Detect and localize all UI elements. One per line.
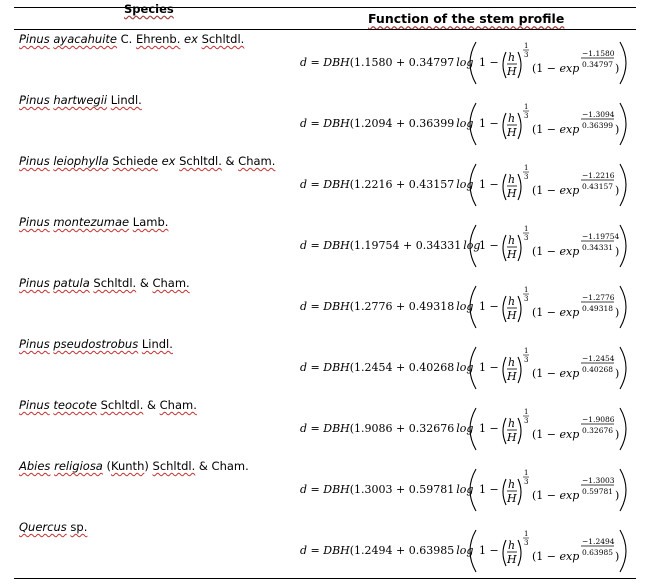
- power-den: 3: [524, 173, 529, 181]
- formula-H: H: [507, 187, 517, 200]
- formula-lhs: d = DBH: [300, 422, 350, 435]
- exp-numerator: −1.2454: [582, 354, 615, 363]
- table-bottom-rule: [14, 578, 636, 579]
- svg-text:d = DBH(1.2094 + 0.36399log: d = DBH(1.2094 + 0.36399 log: [300, 117, 474, 130]
- svg-text:): ): [615, 550, 620, 563]
- formula-h: h: [508, 234, 516, 247]
- stem-profile-formula: [298, 402, 628, 456]
- species-name-part: Cham.: [159, 398, 197, 412]
- formula-exp: exp: [559, 367, 580, 380]
- frac-left-paren: [503, 540, 506, 566]
- formula-coef-a: 1.2094: [354, 117, 393, 130]
- species-name-part: Quercus: [19, 520, 67, 534]
- power-num: 1: [524, 225, 529, 233]
- species-name-part: Lamb.: [132, 215, 169, 229]
- species-name-part: Pinus: [19, 93, 50, 107]
- formula-coef-a: 1.9086: [354, 422, 393, 435]
- frac-left-paren: [503, 418, 506, 444]
- exp-numerator: −1.19754: [582, 232, 620, 241]
- table-row: [0, 213, 651, 274]
- formula-coef-a: 1.2776: [354, 300, 393, 313]
- stem-profile-formula: [298, 97, 628, 151]
- frac-right-paren: [518, 540, 521, 566]
- frac-right-paren: [518, 113, 521, 139]
- power-den: 3: [524, 112, 529, 120]
- stem-profile-formula: [298, 463, 628, 517]
- formula-minus-2: −: [546, 306, 557, 319]
- formula-lhs: d = DBH: [300, 300, 350, 313]
- formula-minus-2: −: [546, 184, 557, 197]
- svg-text:(1 − exp: (1 − exp: [532, 123, 580, 136]
- svg-text:(1 − exp: (1 − exp: [532, 306, 580, 319]
- svg-text:1 −: [479, 56, 499, 69]
- formula-log: log: [456, 56, 474, 69]
- svg-text:(1 − exp: (1 − exp: [532, 184, 580, 197]
- svg-text:): ): [615, 184, 620, 197]
- formula-minus: −: [489, 56, 499, 69]
- power-den: 3: [524, 539, 529, 547]
- formula-exp: exp: [559, 306, 580, 319]
- exp-numerator: −1.9086: [582, 415, 615, 424]
- species-name-part: & Cham.: [195, 459, 249, 473]
- svg-text:): ): [615, 367, 620, 380]
- species-name-part: Pinus: [19, 32, 50, 46]
- frac-left-paren: [503, 357, 506, 383]
- frac-right-paren: [518, 357, 521, 383]
- formula-minus-2: −: [546, 123, 557, 136]
- formula-log: log: [456, 422, 474, 435]
- formula-H: H: [507, 126, 517, 139]
- svg-text:(1 − exp: (1 − exp: [532, 428, 580, 441]
- big-right-paren: [620, 469, 626, 511]
- exp-denominator: 0.36399: [582, 121, 614, 130]
- formula-exp: exp: [559, 123, 580, 136]
- formula-exp: exp: [559, 62, 580, 75]
- species-name-part: pseudostrobus: [53, 337, 139, 351]
- formula-one: 1: [479, 544, 486, 557]
- power-num: 1: [524, 286, 529, 294]
- formula-coef-b: 0.34797: [408, 56, 455, 69]
- species-name: [19, 520, 87, 534]
- species-name: [19, 215, 168, 229]
- svg-text:): ): [615, 489, 620, 502]
- formula-lhs: d = DBH: [300, 544, 350, 557]
- stem-profile-formula: [298, 36, 628, 90]
- species-name-part: Pinus: [19, 276, 50, 290]
- formula-minus: −: [489, 422, 499, 435]
- formula-coef-a: 1.3003: [354, 483, 393, 496]
- svg-text:d = DBH(1.2216 + 0.43157log: d = DBH(1.2216 + 0.43157 log: [300, 178, 474, 191]
- formula-minus: −: [489, 483, 499, 496]
- exp-denominator: 0.32676: [582, 426, 614, 435]
- species-name-part: Ehrenb.: [136, 32, 181, 46]
- formula-minus-2: −: [546, 489, 557, 502]
- exp-numerator: −1.2494: [582, 537, 615, 546]
- exp-denominator: 0.59781: [582, 487, 614, 496]
- formula-log: log: [456, 544, 474, 557]
- species-name-part: Pinus: [19, 215, 50, 229]
- species-column-header: Species: [124, 2, 174, 16]
- formula-one: 1: [479, 483, 486, 496]
- formula-coef-b: 0.40268: [408, 361, 455, 374]
- formula-minus: −: [489, 239, 499, 252]
- formula-log: log: [456, 483, 474, 496]
- big-right-paren: [620, 408, 626, 450]
- formula-minus: −: [489, 178, 499, 191]
- svg-text:1 −: [479, 544, 499, 557]
- svg-text:d = DBH(1.1580 + 0.34797log: d = DBH(1.1580 + 0.34797 log: [300, 56, 474, 69]
- species-name-part: Schltdl.: [201, 32, 245, 46]
- species-name-part: Cham.: [152, 276, 190, 290]
- svg-text:d = DBH(1.2494 + 0.63985log: d = DBH(1.2494 + 0.63985 log: [300, 544, 474, 557]
- formula-one: 1: [479, 300, 486, 313]
- formula-log: log: [456, 117, 474, 130]
- frac-right-paren: [518, 174, 521, 200]
- formula-coef-b: 0.34331: [415, 239, 462, 252]
- svg-text:1 −: [479, 239, 499, 252]
- power-num: 1: [524, 469, 529, 477]
- species-name: [19, 337, 173, 351]
- formula-coef-b: 0.59781: [408, 483, 455, 496]
- species-name: [19, 459, 249, 473]
- formula-one: 1: [479, 178, 486, 191]
- svg-text:1 −: [479, 178, 499, 191]
- species-name-part: Schltdl.: [179, 154, 222, 168]
- formula-coef-b: 0.32676: [408, 422, 455, 435]
- table-row: [0, 335, 651, 396]
- formula-exp: exp: [559, 184, 580, 197]
- formula-exp: exp: [559, 428, 580, 441]
- species-name: [19, 32, 244, 46]
- formula-h: h: [508, 51, 516, 64]
- svg-text:1 −: [479, 422, 499, 435]
- species-name-part: &: [221, 154, 239, 168]
- power-den: 3: [524, 478, 529, 486]
- frac-right-paren: [518, 52, 521, 78]
- power-num: 1: [524, 530, 529, 538]
- svg-text:): ): [615, 306, 620, 319]
- formula-minus: −: [489, 361, 499, 374]
- formula-h: h: [508, 112, 516, 125]
- formula-H: H: [507, 553, 517, 566]
- exp-denominator: 0.43157: [582, 182, 614, 191]
- formula-H: H: [507, 370, 517, 383]
- formula-lhs: d = DBH: [300, 56, 350, 69]
- table-row: [0, 457, 651, 518]
- formula-one: 1: [479, 117, 486, 130]
- formula-log: log: [456, 300, 474, 313]
- formula-coef-a: 1.2494: [354, 544, 393, 557]
- frac-right-paren: [518, 479, 521, 505]
- power-num: 1: [524, 408, 529, 416]
- formula-lhs: d = DBH: [300, 117, 350, 130]
- formula-h: h: [508, 295, 516, 308]
- frac-left-paren: [503, 113, 506, 139]
- power-den: 3: [524, 295, 529, 303]
- frac-left-paren: [503, 296, 506, 322]
- formula-minus-2: −: [546, 62, 557, 75]
- svg-text:(1 − exp: (1 − exp: [532, 367, 580, 380]
- svg-text:1 −: [479, 483, 499, 496]
- species-name-part: patula: [53, 276, 90, 290]
- big-right-paren: [620, 164, 626, 206]
- formula-exp: exp: [559, 489, 580, 502]
- formula-log: log: [456, 178, 474, 191]
- frac-left-paren: [503, 479, 506, 505]
- svg-text:d = DBH(1.2776 + 0.49318log: d = DBH(1.2776 + 0.49318 log: [300, 300, 474, 313]
- species-name-part: religiosa: [54, 459, 103, 473]
- species-name-part: Cham.: [238, 154, 276, 168]
- formula-coef-b: 0.49318: [408, 300, 455, 313]
- formula-coef-b: 0.63985: [408, 544, 455, 557]
- formula-minus-2: −: [546, 428, 557, 441]
- formula-lhs: d = DBH: [300, 361, 350, 374]
- species-name: [19, 93, 142, 107]
- table-top-rule: [14, 7, 636, 8]
- formula-log: log: [463, 239, 481, 252]
- formula-coef-a: 1.1580: [354, 56, 393, 69]
- frac-right-paren: [518, 418, 521, 444]
- stem-profile-formula: [298, 219, 628, 273]
- svg-text:1 −: [479, 117, 499, 130]
- species-name-part: ex: [161, 154, 176, 168]
- species-name-part: ex: [184, 32, 198, 46]
- power-den: 3: [524, 51, 529, 59]
- exp-numerator: −1.3003: [582, 476, 615, 485]
- big-right-paren: [620, 286, 626, 328]
- svg-text:(1 − exp: (1 − exp: [532, 550, 580, 563]
- svg-text:(1 − exp: (1 − exp: [532, 245, 580, 258]
- formula-exp: exp: [559, 245, 580, 258]
- big-right-paren: [620, 530, 626, 572]
- formula-lhs: d = DBH: [300, 483, 350, 496]
- svg-text:d = DBH(1.19754 + 0.34331log: d = DBH(1.19754 + 0.34331 log: [300, 239, 481, 252]
- stem-profile-formula: [298, 280, 628, 334]
- formula-one: 1: [479, 361, 486, 374]
- species-name-part: (: [102, 459, 112, 473]
- formula-h: h: [508, 417, 516, 430]
- svg-text:1 −: [479, 361, 499, 374]
- formula-coef-a: 1.2454: [354, 361, 393, 374]
- table-row: [0, 518, 651, 579]
- table-row: [0, 152, 651, 213]
- power-den: 3: [524, 234, 529, 242]
- exp-denominator: 0.63985: [582, 548, 614, 557]
- formula-H: H: [507, 431, 517, 444]
- svg-text:): ): [615, 245, 620, 258]
- formula-coef-a: 1.19754: [354, 239, 400, 252]
- species-name-part: &: [136, 276, 153, 290]
- species-name-part: teocote: [53, 398, 97, 412]
- species-name-part: Pinus: [19, 337, 50, 351]
- species-name-part: montezumae: [53, 215, 130, 229]
- power-den: 3: [524, 417, 529, 425]
- species-name-part: C.: [117, 32, 136, 46]
- frac-left-paren: [503, 52, 506, 78]
- exp-numerator: −1.1580: [582, 49, 615, 58]
- exp-numerator: −1.3094: [582, 110, 615, 119]
- table-row: [0, 91, 651, 152]
- species-name-part: ayacahuite: [53, 32, 117, 46]
- stem-profile-formula: [298, 158, 628, 212]
- table-row: [0, 30, 651, 91]
- species-name: [19, 154, 275, 168]
- species-name-part: Pinus: [19, 154, 50, 168]
- table-row: [0, 396, 651, 457]
- species-name-part: sp.: [70, 520, 88, 534]
- species-name: [19, 276, 190, 290]
- svg-text:(1 − exp: (1 − exp: [532, 489, 580, 502]
- power-den: 3: [524, 356, 529, 364]
- formula-one: 1: [479, 422, 486, 435]
- function-column-header: Function of the stem profile: [368, 11, 565, 26]
- formula-minus-2: −: [546, 550, 557, 563]
- frac-right-paren: [518, 235, 521, 261]
- formula-H: H: [507, 248, 517, 261]
- species-name-part: Schltdl.: [100, 398, 144, 412]
- formula-h: h: [508, 478, 516, 491]
- power-num: 1: [524, 103, 529, 111]
- exp-denominator: 0.40268: [582, 365, 614, 374]
- formula-h: h: [508, 539, 516, 552]
- table-row: [0, 274, 651, 335]
- species-name-part: hartwegii: [53, 93, 108, 107]
- formula-H: H: [507, 492, 517, 505]
- svg-text:d = DBH(1.3003 + 0.59781log: d = DBH(1.3003 + 0.59781 log: [300, 483, 474, 496]
- exp-denominator: 0.49318: [582, 304, 614, 313]
- formula-lhs: d = DBH: [300, 239, 350, 252]
- species-name-part: Schiede: [112, 154, 158, 168]
- species-name-part: Schltdl.: [152, 459, 196, 473]
- big-right-paren: [620, 347, 626, 389]
- species-name-part: Pinus: [19, 398, 50, 412]
- formula-minus: −: [489, 117, 499, 130]
- exp-denominator: 0.34797: [582, 60, 614, 69]
- big-right-paren: [620, 103, 626, 145]
- formula-one: 1: [479, 239, 486, 252]
- formula-exp: exp: [559, 550, 580, 563]
- power-num: 1: [524, 347, 529, 355]
- formula-coef-a: 1.2216: [354, 178, 393, 191]
- formula-h: h: [508, 356, 516, 369]
- power-num: 1: [524, 42, 529, 50]
- species-name-part: leiophylla: [53, 154, 109, 168]
- formula-H: H: [507, 65, 517, 78]
- species-name-part: Lindl.: [141, 337, 173, 351]
- formula-h: h: [508, 173, 516, 186]
- exp-numerator: −1.2776: [582, 293, 615, 302]
- species-name-part: Schltdl.: [93, 276, 137, 290]
- species-name: [19, 398, 197, 412]
- frac-left-paren: [503, 174, 506, 200]
- stem-profile-formula: [298, 341, 628, 395]
- exp-denominator: 0.34331: [582, 243, 614, 252]
- species-name-part: Kunth: [111, 459, 145, 473]
- species-name-part: Abies: [19, 459, 51, 473]
- species-name-part: Lindl.: [110, 93, 142, 107]
- svg-text:d = DBH(1.9086 + 0.32676log: d = DBH(1.9086 + 0.32676 log: [300, 422, 474, 435]
- formula-minus: −: [489, 544, 499, 557]
- formula-coef-b: 0.36399: [408, 117, 455, 130]
- exp-numerator: −1.2216: [582, 171, 615, 180]
- formula-log: log: [456, 361, 474, 374]
- species-name-part: &: [143, 398, 160, 412]
- big-right-paren: [620, 42, 626, 84]
- formula-minus-2: −: [546, 245, 557, 258]
- frac-left-paren: [503, 235, 506, 261]
- svg-text:): ): [615, 123, 620, 136]
- power-num: 1: [524, 164, 529, 172]
- svg-text:1 −: [479, 300, 499, 313]
- formula-minus: −: [489, 300, 499, 313]
- formula-one: 1: [479, 56, 486, 69]
- big-right-paren: [620, 225, 626, 267]
- formula-H: H: [507, 309, 517, 322]
- stem-profile-formula: [298, 524, 628, 578]
- frac-right-paren: [518, 296, 521, 322]
- svg-text:d = DBH(1.2454 + 0.40268log: d = DBH(1.2454 + 0.40268 log: [300, 361, 474, 374]
- svg-text:(1 − exp: (1 − exp: [532, 62, 580, 75]
- svg-text:): ): [615, 428, 620, 441]
- svg-text:): ): [615, 62, 620, 75]
- formula-minus-2: −: [546, 367, 557, 380]
- formula-coef-b: 0.43157: [408, 178, 455, 191]
- formula-lhs: d = DBH: [300, 178, 350, 191]
- species-name-part: ): [144, 459, 153, 473]
